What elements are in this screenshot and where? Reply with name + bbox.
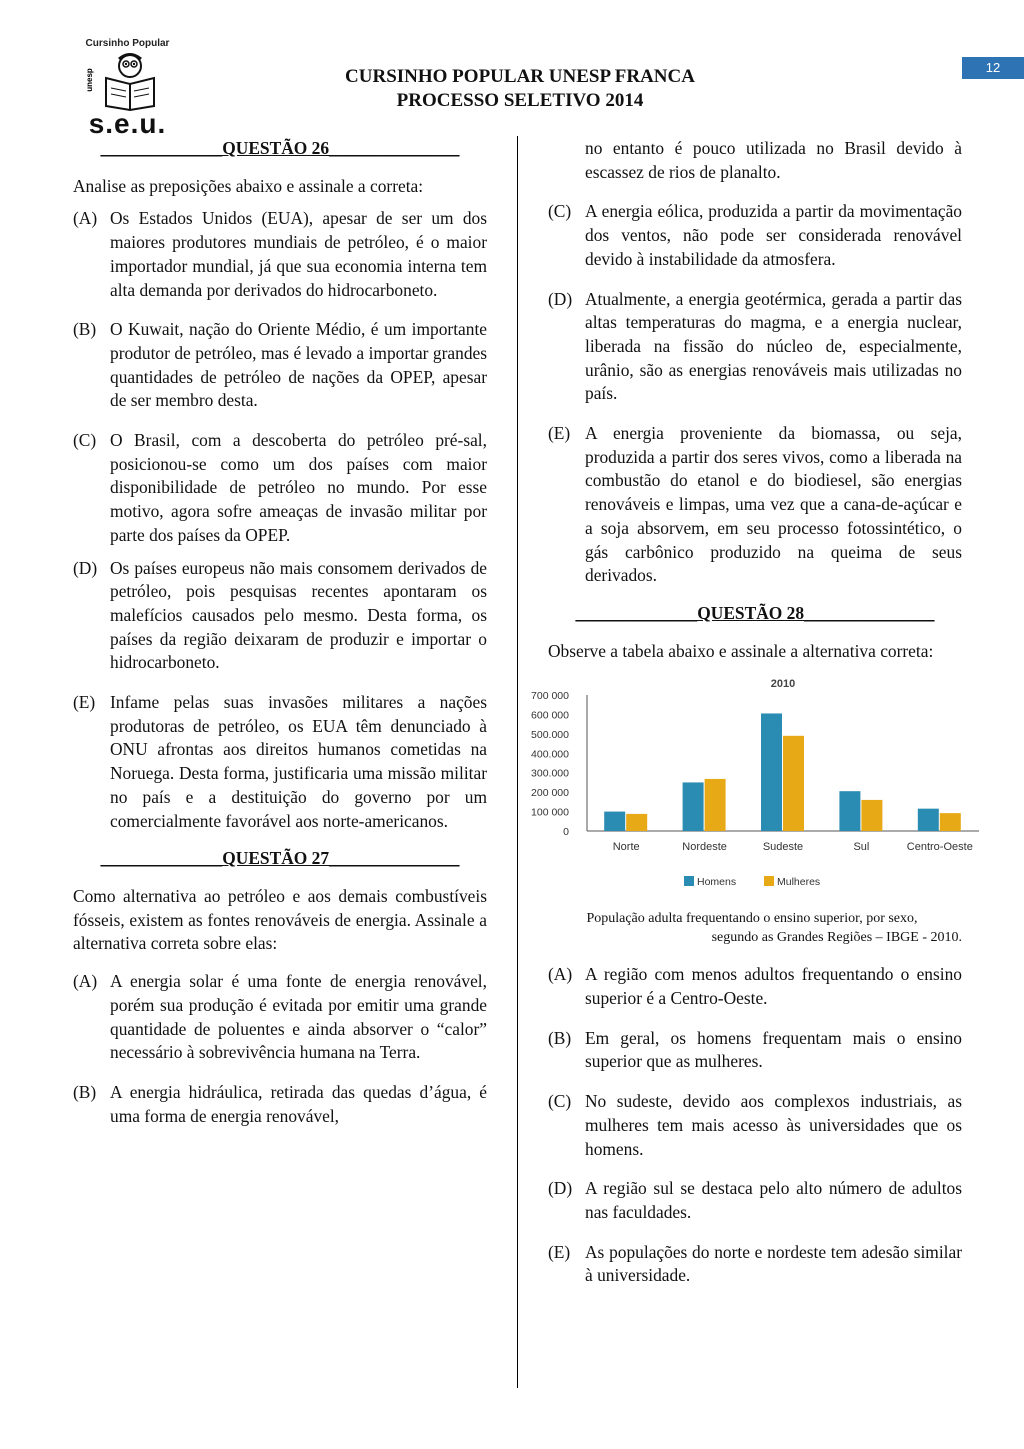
question-26-prompt: Analise as preposições abaixo e assinale a correta: — [73, 175, 424, 196]
y-tick-label: 400.000 — [531, 748, 569, 761]
question-28-option-c — [548, 1090, 962, 1161]
option-text: Os países europeus não mais consomem derivados de petróleo, pois pesquisas recentes apontaram os malefícios causados pelo mesmo. Desta forma, os países da região deixaram de produzir e importar o hidrocarboneto. — [110, 557, 487, 673]
question-27-header: ______________QUESTÃO 27_______________ — [100, 848, 460, 869]
right-column — [531, 137, 973, 1288]
question-28-option-b — [548, 1027, 962, 1074]
option-text: A região sul se destaca pelo alto número de adultos nas faculdades. — [585, 1178, 962, 1222]
question-28-header: ______________QUESTÃO 28_______________ — [575, 602, 935, 623]
y-tick-label: 600 000 — [531, 709, 569, 722]
question-28-option-d — [548, 1177, 962, 1224]
x-tick-label: Sudeste — [762, 841, 804, 854]
bar-homens-norte — [604, 812, 625, 831]
question-27-option-c — [548, 200, 962, 271]
bar-homens-sul — [839, 792, 860, 832]
question-27-option-b — [73, 1081, 487, 1128]
option-text: Atualmente, a energia geotérmica, gerada a partir das altas temperaturas do magma, e a energia nuclear, liberada na fissão do núcleo de, especialmente, urânio, são as energias renováveis mais utilizadas no país. — [585, 288, 962, 404]
question-28-prompt: Observe a tabela abaixo e assinale a alternativa correta: — [548, 640, 934, 661]
option-letter: (E) — [548, 1241, 571, 1262]
option-letter: (D) — [73, 557, 98, 578]
option-letter: (A) — [548, 964, 573, 985]
option-text: O Brasil, com a descoberta do petróleo pré-sal, posicionou-se como um dos países com maior disponibilidade de petróleo no mundo. Por esse motivo, agora sofre ameaças de invasão militar por parte dos países da OPEP. — [110, 430, 487, 545]
question-27-option-d — [548, 288, 962, 407]
chart-caption-line1: População adulta frequentando o ensino superior, por sexo, — [586, 911, 918, 927]
bar-mulheres-nordeste — [705, 779, 726, 831]
option-text: Em geral, os homens frequentam mais o ensino superior que as mulheres. — [585, 1027, 962, 1072]
option-text: Os Estados Unidos (EUA), apesar de ser um dos maiores produtores mundiais de petróleo, é o maior importador mundial, já que sua economia interna tem alta demanda por derivados do hidrocarboneto. — [110, 208, 487, 300]
option-letter: (A) — [73, 208, 98, 229]
option-text: A região com menos adultos frequentando o ensino superior é a Centro-Oeste. — [585, 964, 962, 1009]
option-letter: (B) — [73, 319, 97, 340]
question-28-option-a — [548, 963, 962, 1010]
logo-top-text: Cursinho Popular — [85, 38, 170, 49]
option-text: O Kuwait, nação do Oriente Médio, é um importante produtor de petróleo, mas é levado a importar grandes quantidades de petróleo de nações da OPEP, apesar de ser membro desta. — [110, 319, 487, 411]
bar-mulheres-norte — [626, 814, 647, 831]
option-text: A energia hidráulica, retirada das quedas d’água, é uma forma de energia renovável, — [110, 1081, 487, 1126]
chart-caption-line2: segundo as Grandes Regiões – IBGE - 2010. — [711, 930, 962, 946]
option-letter: (A) — [73, 971, 98, 992]
x-tick-label: Centro-Oeste — [906, 841, 973, 854]
option-text: No sudeste, devido aos complexos industriais, as mulheres tem mais acesso às universidades que os homens. — [585, 1091, 962, 1159]
question-27-option-e — [548, 422, 962, 588]
option-letter: (D) — [548, 1178, 573, 1199]
logo-side-text: unesp — [85, 68, 94, 92]
population-chart — [513, 675, 983, 895]
option-text: no entanto é pouco utilizada no Brasil devido à escassez de rios de planalto. — [585, 138, 962, 182]
option-letter: (B) — [73, 1081, 97, 1102]
option-letter: (B) — [548, 1027, 572, 1048]
question-26-header: ______________QUESTÃO 26_______________ — [100, 138, 460, 158]
question-27-prompt: Como alternativa ao petróleo e aos demais combustíveis fósseis, existem as fontes renováveis de energia. Assinale a alternativa correta sobre elas: — [73, 885, 487, 954]
option-letter: (D) — [548, 288, 573, 309]
question-26-option-c — [73, 429, 487, 548]
question-26-option-b — [73, 318, 487, 413]
bar-homens-centro-oeste — [918, 809, 939, 831]
option-text: A energia eólica, produzida a partir da movimentação dos ventos, não pode ser considerada renovável devido à instabilidade da atmosfera. — [585, 201, 962, 269]
option-letter: (C) — [73, 430, 97, 451]
x-tick-label: Nordeste — [682, 841, 727, 854]
page-subtitle: PROCESSO SELETIVO 2014 — [396, 90, 644, 111]
bar-homens-sudeste — [761, 714, 782, 832]
page-title: CURSINHO POPULAR UNESP FRANCA — [345, 66, 695, 87]
y-tick-label: 300.000 — [531, 768, 569, 781]
bar-mulheres-centro-oeste — [940, 813, 961, 831]
chart-title: 2010 — [770, 678, 796, 691]
y-tick-label: 200 000 — [531, 787, 569, 800]
question-27-option-b-continued — [548, 137, 962, 184]
chart-caption — [542, 909, 962, 947]
left-column — [73, 137, 487, 1128]
bar-homens-nordeste — [683, 783, 704, 832]
option-text: Infame pelas suas invasões militares a nações produtoras de petróleo, os EUA têm denunciado à ONU afrontas aos direitos humanos cometidas na Noruega. Desta forma, justificaria uma missão militar no país e a destituição do governo por um comercialmente favorável aos norte-americanos. — [110, 692, 487, 831]
x-tick-label: Sul — [853, 841, 870, 854]
option-text: A energia solar é uma fonte de energia renovável, porém sua produção é evitada por emitir uma grande quantidade de poluentes e ainda absorver o “calor” necessário à sobrevivência humana na Terra. — [110, 971, 487, 1063]
option-text: A energia proveniente da biomassa, ou seja, produzida a partir dos seres vivos, como a liberada na combustão do etanol e do biodiesel, são energias renováveis e limpas, uma vez que a cana-de-açúcar e a soja absorvem, em seu processo fotossintético, o gás carbônico produzido na queima de seus derivados. — [585, 423, 962, 586]
question-28-option-e — [548, 1241, 962, 1288]
question-26-option-d — [73, 557, 487, 676]
question-27-option-a — [73, 970, 487, 1065]
legend-swatch-homens — [684, 876, 694, 886]
y-tick-label: 500.000 — [531, 729, 569, 742]
school-logo — [80, 38, 175, 138]
question-26-option-e — [73, 691, 487, 833]
option-letter: (C) — [548, 201, 572, 222]
option-letter: (E) — [548, 423, 571, 444]
x-tick-label: Norte — [612, 841, 640, 854]
option-text: As populações do norte e nordeste tem adesão similar à universidade. — [585, 1241, 962, 1286]
y-tick-label: 0 — [563, 826, 569, 839]
option-letter: (E) — [73, 692, 96, 713]
page-number-badge: 12 — [962, 57, 1024, 79]
option-letter: (C) — [548, 1091, 572, 1112]
legend-swatch-mulheres — [764, 876, 774, 886]
bar-chart-svg — [513, 675, 983, 895]
bar-mulheres-sul — [861, 800, 882, 831]
logo-bottom-text: s.e.u. — [88, 108, 167, 139]
question-26-option-a — [73, 207, 487, 302]
legend-label-mulheres: Mulheres — [777, 876, 821, 889]
y-tick-label: 700 000 — [531, 690, 569, 703]
logo-reader-icon — [86, 50, 170, 110]
legend-label-homens: Homens — [697, 876, 737, 889]
y-tick-label: 100 000 — [531, 806, 569, 819]
bar-mulheres-sudeste — [783, 736, 804, 831]
